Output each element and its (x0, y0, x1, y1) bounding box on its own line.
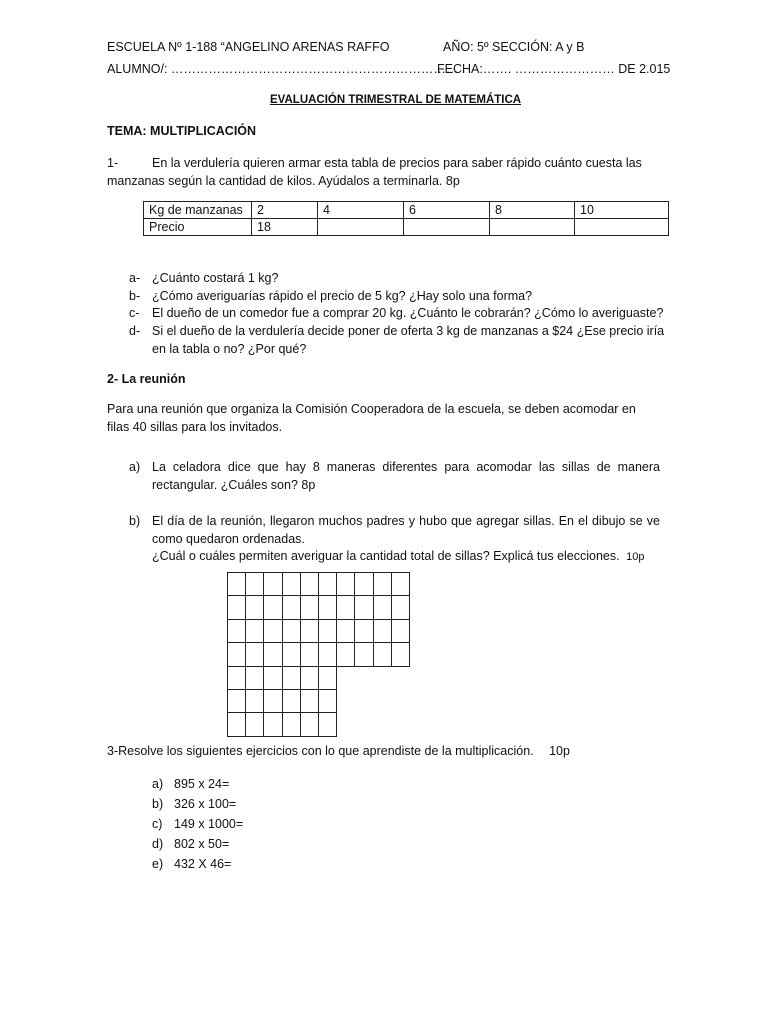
q2a-line2: rectangular. ¿Cuáles son? 8p (152, 478, 316, 492)
topic: TEMA: MULTIPLICACIÓN (107, 124, 257, 138)
chair-cell (282, 619, 301, 643)
q2b-marker: b) (129, 514, 141, 528)
list-text: ¿Cuánto costará 1 kg? (152, 271, 279, 285)
list-item (129, 322, 664, 340)
chair-cell (282, 666, 301, 690)
chair-cell (227, 572, 246, 596)
chair-cell (245, 642, 264, 666)
q2-intro-line1: Para una reunión que organiza la Comisión Cooperadora de la escuela, se deben acomodar en (107, 402, 636, 416)
chair-cell (336, 619, 355, 643)
list-marker: b) (152, 797, 164, 811)
table-cell: 18 (252, 219, 318, 236)
chair-cell (373, 619, 392, 643)
chair-cell (336, 572, 355, 596)
chair-cell (373, 642, 392, 666)
chair-cell (354, 619, 373, 643)
q1-number: 1- (107, 156, 119, 170)
chair-cell (282, 642, 301, 666)
chair-cell (245, 619, 264, 643)
list-marker: d) (152, 837, 164, 851)
chair-cell (373, 572, 392, 596)
chair-cell (282, 712, 301, 736)
list-marker: e) (152, 857, 164, 871)
year-section: AÑO: 5º SECCIÓN: A y B (443, 40, 585, 54)
chair-cell (300, 642, 319, 666)
list-marker: d- (129, 324, 141, 338)
q2b-line1: El día de la reunión, llegaron muchos padres y hubo que agregar sillas. En el dibujo se ve (152, 514, 660, 528)
list-marker: a) (152, 777, 164, 791)
chair-cell (282, 689, 301, 713)
table-cell (575, 219, 669, 236)
list-item (129, 269, 278, 287)
chair-cell (227, 712, 246, 736)
table-cell: Kg de manzanas (144, 202, 252, 219)
chair-cell (263, 619, 282, 643)
chair-cell (245, 595, 264, 619)
chair-cell (227, 642, 246, 666)
chair-cell (300, 572, 319, 596)
chair-cell (227, 595, 246, 619)
list-item (129, 287, 532, 305)
chair-cell (354, 642, 373, 666)
table-cell: 2 (252, 202, 318, 219)
table-cell (404, 219, 490, 236)
chair-cell (300, 666, 319, 690)
table-cell: Precio (144, 219, 252, 236)
q1-item-d-line2: en la tabla o no? ¿Por qué? (152, 342, 307, 356)
q2a-marker: a) (129, 460, 141, 474)
price-table (143, 201, 669, 236)
chair-cell (354, 595, 373, 619)
q2a-line1: La celadora dice que hay 8 maneras diferentes para acomodar las sillas de manera (152, 460, 660, 474)
list-text: Si el dueño de la verdulería decide poner de oferta 3 kg de manzanas a $24 ¿Ese precio iría (152, 324, 665, 338)
list-marker: a- (129, 271, 141, 285)
chair-cell (318, 642, 337, 666)
chair-cell (391, 642, 410, 666)
list-item (152, 815, 243, 833)
chair-cell (318, 619, 337, 643)
q1-text-line2: manzanas según la cantidad de kilos. Ayúdalos a terminarla. 8p (107, 174, 460, 188)
table-cell (490, 219, 575, 236)
chair-cell (318, 666, 337, 690)
q2-intro-line2: filas 40 sillas para los invitados. (107, 420, 283, 434)
list-text: 149 x 1000= (174, 817, 244, 831)
chair-cell (282, 595, 301, 619)
q2-heading: 2- La reunión (107, 372, 186, 386)
chair-cell (373, 595, 392, 619)
list-text: ¿Cómo averiguarías rápido el precio de 5 kg? ¿Hay solo una forma? (152, 289, 533, 303)
list-item (152, 855, 231, 873)
chair-cell (318, 689, 337, 713)
exam-title: EVALUACIÓN TRIMESTRAL DE MATEMÁTICA (270, 94, 522, 106)
chair-cell (263, 595, 282, 619)
chair-cell (263, 689, 282, 713)
list-text: El dueño de un comedor fue a comprar 20 kg. ¿Cuánto le cobrarán? ¿Cómo lo averiguaste? (152, 306, 664, 320)
list-item (152, 795, 236, 813)
q2b-points: 10p (626, 551, 645, 563)
chair-cell (318, 572, 337, 596)
chair-cell (300, 689, 319, 713)
chair-cell (300, 595, 319, 619)
chair-cell (318, 712, 337, 736)
chair-cell (336, 595, 355, 619)
table-cell: 6 (404, 202, 490, 219)
date-field: FECHA:……. …………………… DE 2.015 (437, 62, 671, 76)
table-cell (318, 219, 404, 236)
chair-cell (300, 619, 319, 643)
chairs-grid (227, 572, 409, 736)
chair-cell (263, 666, 282, 690)
q2b-line3 (152, 547, 644, 566)
school-name: ESCUELA Nº 1-188 “ANGELINO ARENAS RAFFO (107, 40, 390, 54)
chair-cell (245, 572, 264, 596)
list-text: 895 x 24= (174, 777, 230, 791)
chair-cell (391, 595, 410, 619)
chair-cell (245, 712, 264, 736)
list-marker: b- (129, 289, 141, 303)
chair-cell (245, 666, 264, 690)
chair-cell (263, 712, 282, 736)
chair-cell (263, 642, 282, 666)
table-row (144, 219, 669, 236)
chair-cell (263, 572, 282, 596)
chair-cell (318, 595, 337, 619)
chair-cell (391, 572, 410, 596)
table-cell: 4 (318, 202, 404, 219)
table-cell: 8 (490, 202, 575, 219)
q2b-line2: como quedaron ordenadas. (152, 532, 305, 546)
list-marker: c- (129, 306, 140, 320)
chair-cell (245, 689, 264, 713)
table-cell: 10 (575, 202, 669, 219)
chair-cell (300, 712, 319, 736)
chair-cell (227, 666, 246, 690)
list-text: 802 x 50= (174, 837, 230, 851)
table-row (144, 202, 669, 219)
student-field: ALUMNO/: …………………………………………………………… (107, 62, 459, 76)
list-text: 326 x 100= (174, 797, 237, 811)
q2b-line3-text: ¿Cuál o cuáles permiten averiguar la cantidad total de sillas? Explicá tus elecciones. (152, 549, 620, 563)
q3-heading-text: 3-Resolve los siguientes ejercicios con lo que aprendiste de la multiplicación. (107, 744, 534, 758)
q3-heading (107, 742, 570, 760)
list-item (129, 304, 663, 322)
chair-cell (391, 619, 410, 643)
q3-points: 10p (549, 744, 570, 758)
list-marker: c) (152, 817, 163, 831)
q1-text-line1: En la verdulería quieren armar esta tabla de precios para saber rápido cuánto cuesta las (152, 156, 642, 170)
chair-cell (354, 572, 373, 596)
chair-cell (227, 689, 246, 713)
list-text: 432 X 46= (174, 857, 232, 871)
chair-cell (336, 642, 355, 666)
chair-cell (227, 619, 246, 643)
chair-cell (282, 572, 301, 596)
list-item (152, 835, 229, 853)
list-item (152, 775, 229, 793)
